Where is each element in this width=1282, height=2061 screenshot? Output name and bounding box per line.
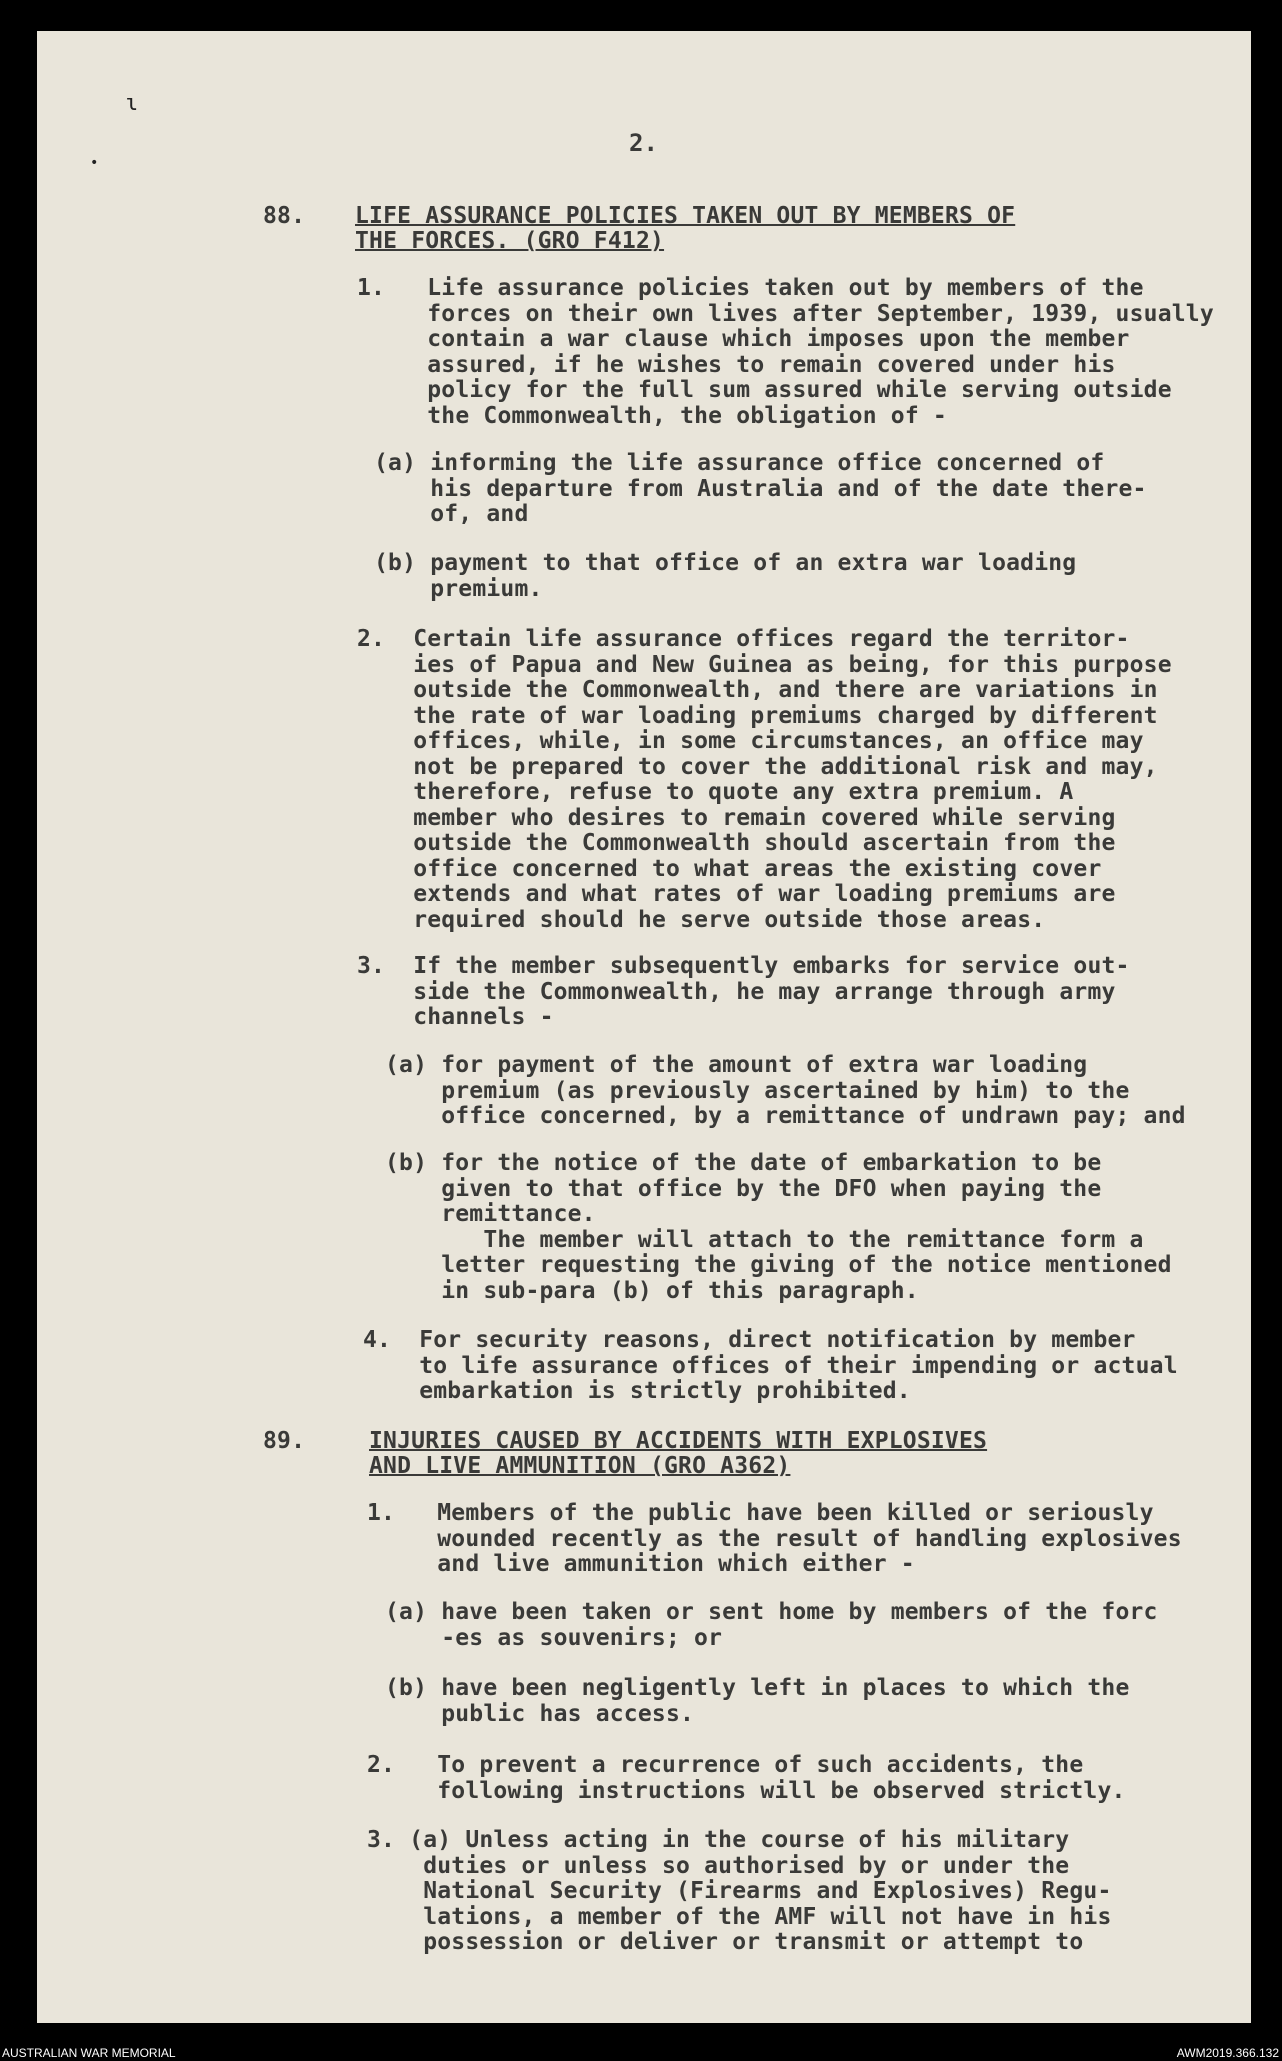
- text-line: wounded recently as the result of handling explosives: [367, 1525, 1182, 1552]
- text-line: offices, while, in some circumstances, an office may: [357, 728, 1144, 754]
- text-line: of, and: [374, 501, 529, 527]
- text-line: in sub-para (b) of this paragraph.: [385, 1277, 919, 1304]
- text-line: possession or deliver or transmit or attempt to: [367, 1929, 1084, 1955]
- text-line: required should he serve outside those areas.: [357, 906, 1046, 933]
- text-line: ies of Papua and New Guinea as being, for this purpose: [357, 651, 1172, 678]
- text-line: policy for the full sum assured while serving outside: [357, 377, 1172, 403]
- text-line: remittance.: [385, 1201, 596, 1227]
- text-line: office concerned to what areas the existing cover: [357, 855, 1102, 882]
- text-line: 1. Life assurance policies taken out by members of the: [357, 275, 1144, 301]
- text-line: extends and what rates of war loading premiums are: [357, 881, 1116, 907]
- text-line: 3. (a) Unless acting in the course of his military: [367, 1827, 1070, 1853]
- paragraph: [357, 627, 1172, 933]
- text-line: The member will attach to the remittance form a: [385, 1226, 1144, 1253]
- section-heading: LIFE ASSURANCE POLICIES TAKEN OUT BY MEMBERS OF: [355, 203, 1016, 229]
- text-line: public has access.: [385, 1700, 695, 1727]
- text-line: -es as souvenirs; or: [385, 1624, 723, 1651]
- paragraph: [385, 1676, 1130, 1727]
- text-line: letter requesting the giving of the notice mentioned: [385, 1252, 1172, 1278]
- paragraph: [385, 1053, 1186, 1130]
- text-line: the Commonwealth, the obligation of -: [357, 402, 947, 429]
- paragraph: [367, 1828, 1112, 1956]
- section-number: 89.: [263, 1428, 306, 1454]
- footer-left: AUSTRALIAN WAR MEMORIAL: [2, 2046, 176, 2060]
- text-line: his departure from Australia and of the date there-: [374, 475, 1147, 502]
- text-line: side the Commonwealth, he may arrange through army: [357, 978, 1116, 1005]
- text-line: member who desires to remain covered while serving: [357, 804, 1116, 831]
- page-number: 2.: [629, 129, 658, 157]
- text-line: (a) for payment of the amount of extra war loading: [385, 1052, 1088, 1078]
- text-line: outside the Commonwealth, and there are variations in: [357, 677, 1158, 703]
- ink-mark: ɩ: [125, 91, 139, 116]
- text-line: 1. Members of the public have been killed or seriously: [367, 1500, 1154, 1526]
- section-heading: THE FORCES. (GRO F412): [355, 228, 665, 254]
- paragraph: [357, 276, 1214, 429]
- text-line: and live ammunition which either -: [367, 1551, 915, 1577]
- ink-dot: •: [90, 155, 99, 171]
- text-line: 4. For security reasons, direct notification by member: [363, 1327, 1136, 1353]
- text-line: (a) informing the life assurance office concerned of: [374, 450, 1105, 476]
- paragraph: [367, 1501, 1182, 1578]
- text-line: contain a war clause which imposes upon the member: [357, 326, 1130, 352]
- paragraph: [385, 1151, 1172, 1304]
- section-number: 88.: [263, 203, 306, 229]
- text-line: duties or unless so authorised by or under the: [367, 1852, 1070, 1879]
- paragraph: [374, 451, 1147, 528]
- text-line: premium (as previously ascertained by him) to the: [385, 1077, 1130, 1104]
- text-line: channels -: [357, 1004, 554, 1030]
- paragraph: [385, 1600, 1158, 1651]
- paragraph: [367, 1753, 1126, 1804]
- text-line: lations, a member of the AMF will not have in his: [367, 1903, 1112, 1930]
- document-page: [37, 31, 1251, 2023]
- paragraph: [357, 954, 1130, 1031]
- text-line: embarkation is strictly prohibited.: [363, 1378, 911, 1404]
- text-line: 2. Certain life assurance offices regard the territor-: [357, 626, 1130, 652]
- text-line: assured, if he wishes to remain covered under his: [357, 351, 1116, 378]
- text-line: National Security (Firearms and Explosives) Regu-: [367, 1878, 1112, 1904]
- section-heading: INJURIES CAUSED BY ACCIDENTS WITH EXPLOSIVES: [369, 1428, 988, 1454]
- text-line: outside the Commonwealth should ascertain from the: [357, 830, 1116, 856]
- text-line: not be prepared to cover the additional risk and may,: [357, 753, 1158, 780]
- text-line: 2. To prevent a recurrence of such accidents, the: [367, 1752, 1084, 1778]
- text-line: premium.: [374, 575, 543, 602]
- text-line: 3. If the member subsequently embarks for service out-: [357, 953, 1130, 979]
- text-line: (b) for the notice of the date of embarkation to be: [385, 1150, 1102, 1176]
- text-line: (a) have been taken or sent home by members of the forc: [385, 1599, 1158, 1625]
- text-line: therefore, refuse to quote any extra premium. A: [357, 779, 1074, 805]
- text-line: (b) have been negligently left in places to which the: [385, 1675, 1130, 1701]
- text-line: forces on their own lives after September, 1939, usually: [357, 300, 1214, 327]
- footer-right: AWM2019.366.132: [1176, 2046, 1279, 2060]
- text-line: following instructions will be observed strictly.: [367, 1777, 1126, 1804]
- text-line: given to that office by the DFO when paying the: [385, 1175, 1102, 1202]
- text-line: (b) payment to that office of an extra war loading: [374, 550, 1077, 576]
- text-line: to life assurance offices of their impending or actual: [363, 1352, 1178, 1379]
- paragraph: [374, 551, 1076, 602]
- text-line: the rate of war loading premiums charged by different: [357, 702, 1158, 729]
- paragraph: [363, 1328, 1178, 1405]
- text-line: office concerned, by a remittance of undrawn pay; and: [385, 1103, 1186, 1129]
- section-heading: AND LIVE AMMUNITION (GRO A362): [369, 1453, 791, 1479]
